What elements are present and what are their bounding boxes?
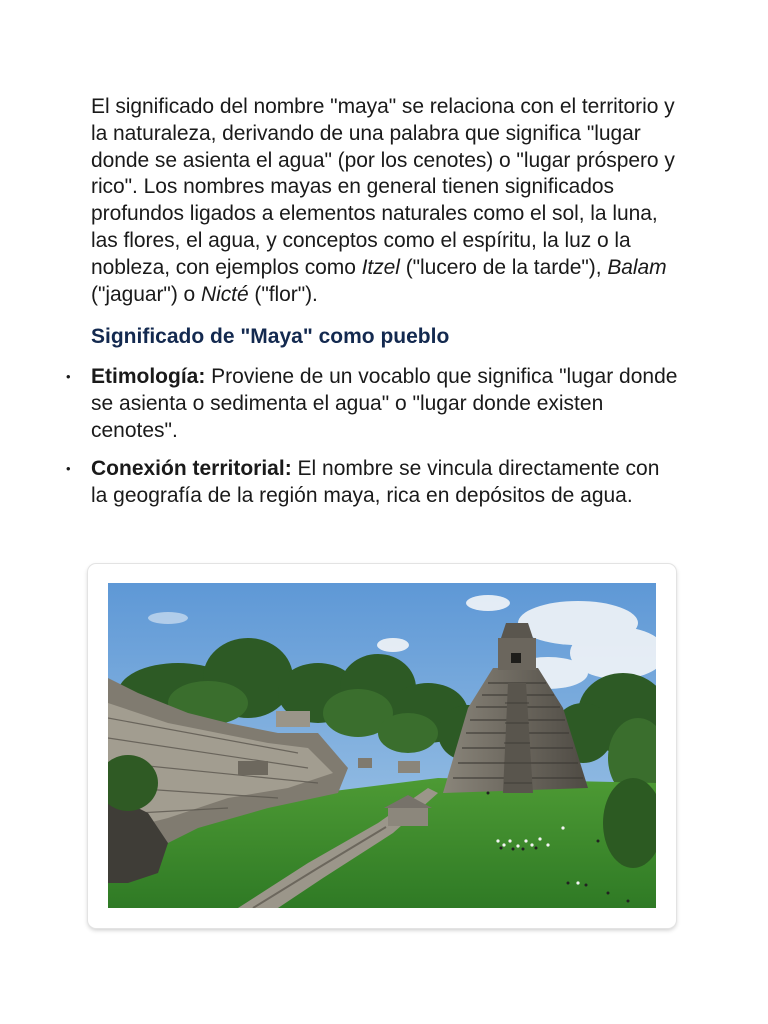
- intro-text-3: ("jaguar") o: [91, 282, 201, 306]
- bullet-term: Conexión territorial:: [91, 457, 292, 481]
- tikal-temple-photo: [108, 583, 656, 908]
- bullet-term: Etimología:: [91, 365, 206, 389]
- article-body: [66, 94, 681, 509]
- intro-text-2: ("lucero de la tarde"),: [399, 255, 608, 279]
- bullet-dot: •: [66, 461, 71, 477]
- list-item-conexion: [66, 456, 681, 509]
- photo-card: [88, 564, 676, 928]
- bullet-text: Proviene de un vocablo que significa "lugar donde se asienta o sedimenta el agua" o "lugar donde existen cenotes".: [91, 365, 678, 442]
- name-balam: Balam: [607, 255, 667, 279]
- section-heading: Significado de "Maya" como pueblo: [91, 325, 450, 349]
- list-item-etimologia: [66, 364, 681, 444]
- name-nicte: Nicté: [200, 282, 249, 306]
- bullet-list: [66, 364, 681, 509]
- bullet-text: El nombre se vincula directamente con la geografía de la región maya, rica en depósitos de agua.: [91, 457, 660, 507]
- intro-text-1: El significado del nombre "maya" se relaciona con el territorio y la naturaleza, derivando de una palabra que significa "lugar donde se asienta el agua" (por los cenotes) o "lugar próspero y rico". Los nombres mayas en general tienen significados profundos ligados a elementos naturales como el sol, la luna, las flores, el agua, y conceptos como el espíritu, la luz o la nobleza, con ejemplos como: [91, 95, 675, 279]
- name-itzel: Itzel: [361, 255, 400, 279]
- bullet-dot: •: [66, 369, 71, 385]
- intro-paragraph: [91, 94, 681, 308]
- intro-text-4: ("flor").: [248, 282, 318, 306]
